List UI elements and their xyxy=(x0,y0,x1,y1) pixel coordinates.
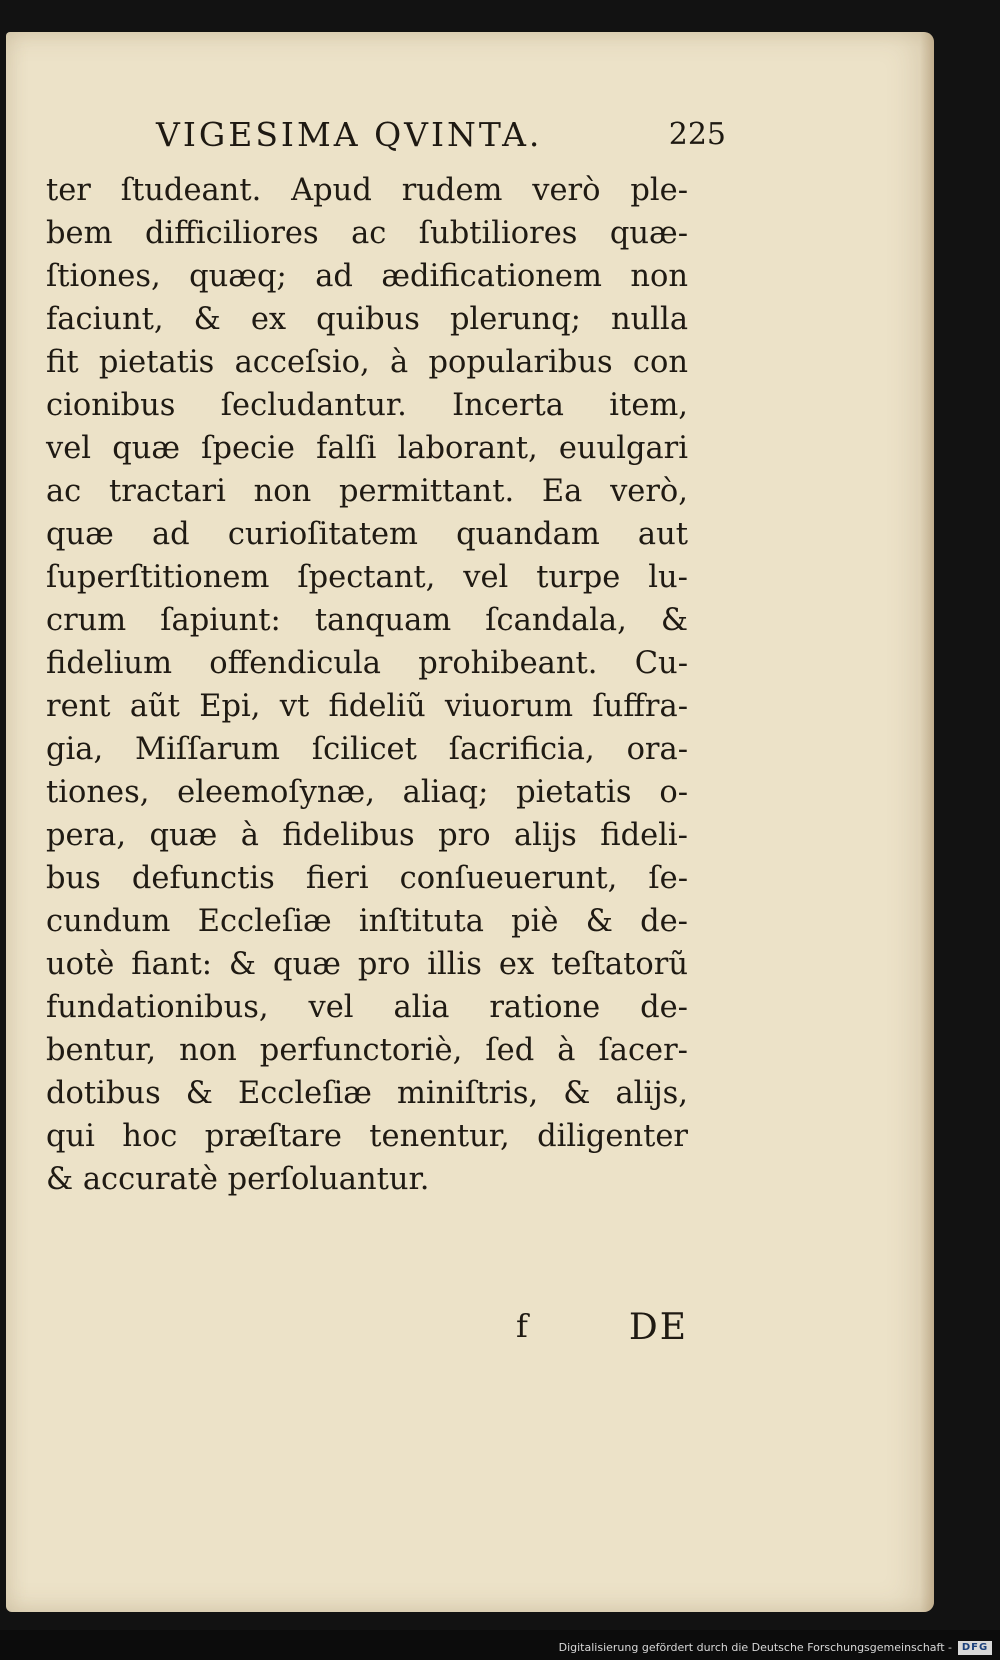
body-text xyxy=(46,169,688,1201)
text-line: faciunt, & ex quibus plerunq; nulla xyxy=(46,302,688,337)
text-line: quæ ad curioſitatem quandam aut xyxy=(46,517,688,552)
text-line: uotè fiant: & quæ pro illis ex teſtatorũ xyxy=(46,947,688,982)
dfg-logo: DFG xyxy=(958,1641,992,1655)
text-line: fundationibus, vel alia ratione de- xyxy=(46,990,688,1025)
text-line: vel quæ ſpecie falſi laborant, euulgari xyxy=(46,431,688,466)
text-line: tiones, eleemoſynæ, aliaq; pietatis o- xyxy=(46,775,688,810)
text-line: ſuperſtitionem ſpectant, vel turpe lu- xyxy=(46,560,688,595)
text-line: crum ſapiunt: tanquam ſcandala, & xyxy=(46,603,688,638)
text-line: fit pietatis acceſsio, à popularibus con xyxy=(46,345,688,380)
signature-mark: f xyxy=(516,1307,528,1345)
page-number: 225 xyxy=(668,117,726,152)
text-line: bentur, non perfunctoriè, ſed à ſacer- xyxy=(46,1033,688,1068)
catchword: DE xyxy=(628,1307,688,1348)
page-edge-shadow xyxy=(920,32,934,1612)
footer-bar xyxy=(0,1632,1000,1660)
running-head xyxy=(156,115,726,165)
running-head-title: VIGESIMA QVINTA. xyxy=(156,115,543,154)
catchline xyxy=(46,1307,688,1357)
text-line: qui hoc præſtare tenentur, diligenter xyxy=(46,1119,688,1154)
text-line: ac tractari non permittant. Ea verò, xyxy=(46,474,688,509)
text-line: bem difficiliores ac ſubtiliores quæ- xyxy=(46,216,688,251)
text-line: ter ſtudeant. Apud rudem verò ple- xyxy=(46,173,688,208)
text-line: ſtiones, quæq; ad ædificationem non xyxy=(46,259,688,294)
text-line: dotibus & Eccleſiæ miniſtris, & alijs, xyxy=(46,1076,688,1111)
text-line: fidelium offendicula prohibeant. Cu- xyxy=(46,646,688,681)
text-line: bus defunctis fieri conſueuerunt, ſe- xyxy=(46,861,688,896)
book-page xyxy=(6,32,934,1612)
text-line: cionibus ſecludantur. Incerta item, xyxy=(46,388,688,423)
text-line: gia, Miſſarum ſcilicet ſacrificia, ora- xyxy=(46,732,688,767)
text-line: cundum Eccleſiæ inſtituta piè & de- xyxy=(46,904,688,939)
text-line: pera, quæ à fidelibus pro alijs fideli- xyxy=(46,818,688,853)
text-line: rent aũt Epi, vt fideliũ viuorum ſuffra- xyxy=(46,689,688,724)
footer-credit: Digitalisierung gefördert durch die Deutsche Forschungsgemeinschaft - xyxy=(558,1641,952,1654)
text-line: & accuratè perſoluantur. xyxy=(46,1162,430,1197)
